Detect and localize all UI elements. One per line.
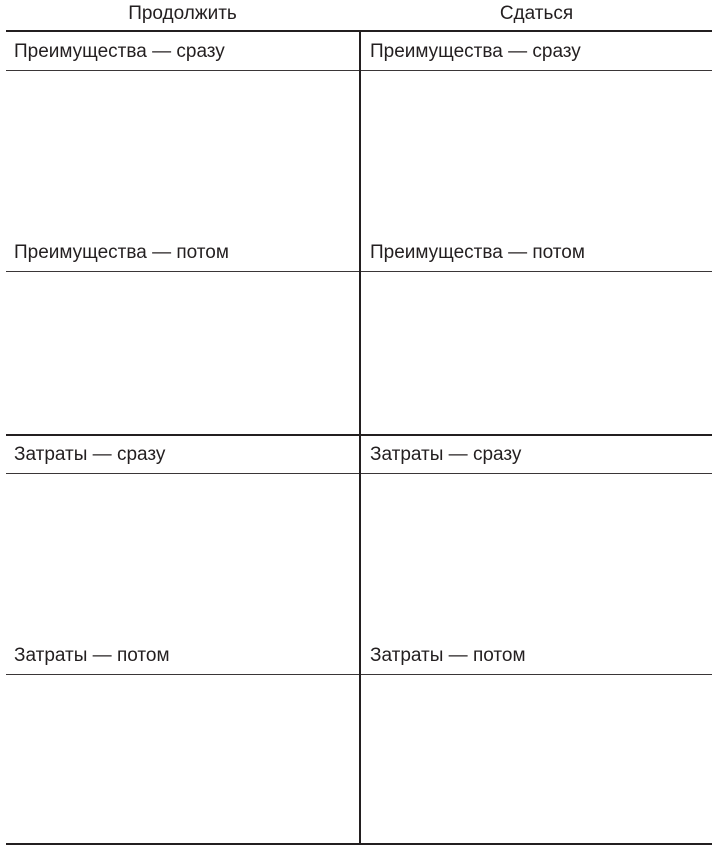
- cell-label-give-up-costs-later: Затраты — потом: [370, 645, 526, 666]
- column-header-continue: Продолжить: [128, 3, 237, 24]
- cell-label-continue-costs-now: Затраты — сразу: [14, 444, 166, 465]
- cell-label-give-up-costs-now: Затраты — сразу: [370, 444, 522, 465]
- cell-label-give-up-benefits-later: Преимущества — потом: [370, 242, 585, 263]
- cell-label-give-up-benefits-now: Преимущества — сразу: [370, 41, 581, 62]
- column-divider: [359, 31, 361, 844]
- cell-label-continue-benefits-now: Преимущества — сразу: [14, 41, 225, 62]
- column-header-give-up: Сдаться: [499, 3, 574, 24]
- cell-label-continue-benefits-later: Преимущества — потом: [14, 242, 229, 263]
- cell-label-continue-costs-later: Затраты — потом: [14, 645, 170, 666]
